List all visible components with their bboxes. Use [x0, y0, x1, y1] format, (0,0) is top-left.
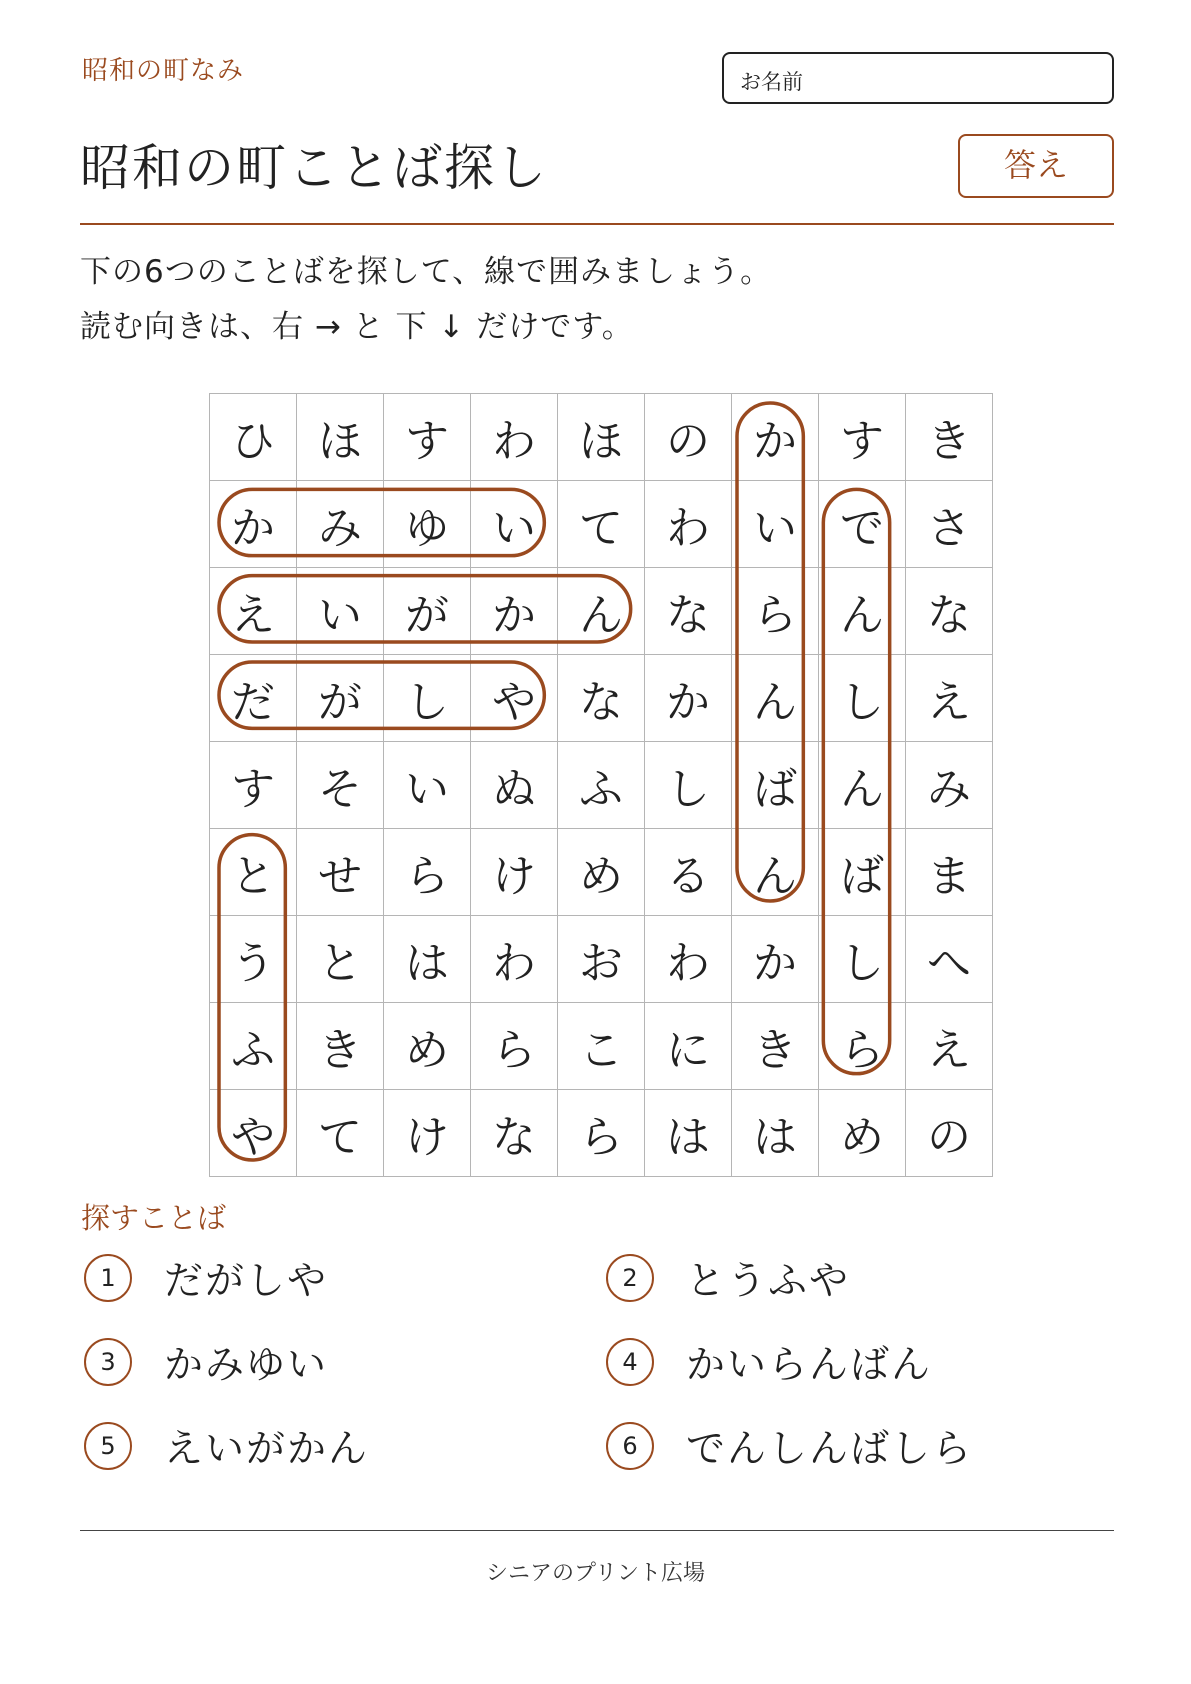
word-number-badge: 1	[84, 1254, 132, 1302]
grid-cell[interactable]: は	[384, 916, 471, 1003]
grid-cell[interactable]: か	[732, 394, 819, 481]
grid-cell[interactable]: い	[471, 481, 558, 568]
grid-cell[interactable]: き	[732, 1003, 819, 1090]
grid-cell[interactable]: ん	[819, 742, 906, 829]
grid-cell[interactable]: す	[210, 742, 297, 829]
grid-cell[interactable]: と	[297, 916, 384, 1003]
grid-cell[interactable]: ほ	[558, 394, 645, 481]
grid-cell[interactable]: え	[210, 568, 297, 655]
grid-cell[interactable]: す	[384, 394, 471, 481]
word-item-5	[84, 1418, 369, 1474]
grid-cell[interactable]: ら	[819, 1003, 906, 1090]
word-text: でんしんばしら	[686, 1427, 974, 1472]
grid-row	[210, 394, 993, 481]
grid-cell[interactable]: だ	[210, 655, 297, 742]
grid-cell[interactable]: う	[210, 916, 297, 1003]
grid-cell[interactable]: い	[297, 568, 384, 655]
grid-cell[interactable]: の	[645, 394, 732, 481]
grid-cell[interactable]: ま	[906, 829, 993, 916]
grid-row	[210, 655, 993, 742]
grid-cell[interactable]: し	[819, 916, 906, 1003]
grid-cell[interactable]: こ	[558, 1003, 645, 1090]
grid-cell[interactable]: や	[471, 655, 558, 742]
name-field[interactable]	[722, 52, 1114, 104]
grid-cell[interactable]: か	[645, 655, 732, 742]
grid-row	[210, 916, 993, 1003]
word-text: かみゆい	[164, 1343, 329, 1388]
grid-cell[interactable]: お	[558, 916, 645, 1003]
grid-cell[interactable]: わ	[645, 481, 732, 568]
grid-cell[interactable]: し	[384, 655, 471, 742]
word-item-6	[606, 1418, 973, 1474]
word-text: えいがかん	[164, 1427, 370, 1472]
grid-cell[interactable]: る	[645, 829, 732, 916]
grid-cell[interactable]: ら	[471, 1003, 558, 1090]
word-item-2	[606, 1250, 850, 1306]
page-title: 昭和の町ことば探し	[80, 139, 548, 197]
grid-cell[interactable]: す	[819, 394, 906, 481]
grid-cell[interactable]: な	[645, 568, 732, 655]
grid-cell[interactable]: ら	[732, 568, 819, 655]
word-number-badge: 6	[606, 1422, 654, 1470]
grid-cell[interactable]: し	[645, 742, 732, 829]
grid-cell[interactable]: わ	[471, 394, 558, 481]
grid-cell[interactable]: か	[210, 481, 297, 568]
grid-cell[interactable]: は	[732, 1090, 819, 1177]
grid-cell[interactable]: ほ	[297, 394, 384, 481]
grid-cell[interactable]: え	[906, 655, 993, 742]
grid-row	[210, 568, 993, 655]
word-number-badge: 5	[84, 1422, 132, 1470]
grid-cell[interactable]: め	[558, 829, 645, 916]
word-text: だがしや	[164, 1259, 329, 1304]
grid-table	[209, 393, 993, 1177]
grid-cell[interactable]: へ	[906, 916, 993, 1003]
grid-cell[interactable]: め	[384, 1003, 471, 1090]
grid-row	[210, 829, 993, 916]
series-label: 昭和の町なみ	[82, 56, 245, 86]
grid-cell[interactable]: ら	[384, 829, 471, 916]
grid-cell[interactable]: け	[471, 829, 558, 916]
word-number-badge: 2	[606, 1254, 654, 1302]
grid-cell[interactable]: ひ	[210, 394, 297, 481]
grid-cell[interactable]: や	[210, 1090, 297, 1177]
footer-credit: シニアのプリント広場	[485, 1561, 706, 1586]
grid-cell[interactable]: ぬ	[471, 742, 558, 829]
grid-cell[interactable]: そ	[297, 742, 384, 829]
grid-cell[interactable]: ん	[558, 568, 645, 655]
grid-cell[interactable]: け	[384, 1090, 471, 1177]
grid-cell[interactable]: わ	[645, 916, 732, 1003]
grid-cell[interactable]: ん	[732, 655, 819, 742]
grid-cell[interactable]: ん	[819, 568, 906, 655]
footer-divider	[80, 1530, 1114, 1531]
grid-cell[interactable]: ふ	[558, 742, 645, 829]
word-item-1	[84, 1250, 328, 1306]
grid-cell[interactable]: き	[297, 1003, 384, 1090]
grid-cell[interactable]: ば	[819, 829, 906, 916]
answer-badge: 答え	[958, 134, 1114, 198]
word-text: かいらんばん	[686, 1343, 933, 1388]
grid-cell[interactable]: し	[819, 655, 906, 742]
grid-cell[interactable]: み	[906, 742, 993, 829]
word-item-4	[606, 1334, 932, 1390]
grid-cell[interactable]: と	[210, 829, 297, 916]
grid-cell[interactable]: せ	[297, 829, 384, 916]
grid-cell[interactable]: が	[384, 568, 471, 655]
grid-cell[interactable]: て	[297, 1090, 384, 1177]
grid-cell[interactable]: さ	[906, 481, 993, 568]
word-number-badge: 4	[606, 1338, 654, 1386]
grid-cell[interactable]: ふ	[210, 1003, 297, 1090]
grid-cell[interactable]: な	[906, 568, 993, 655]
grid-cell[interactable]: い	[384, 742, 471, 829]
grid-cell[interactable]: か	[471, 568, 558, 655]
grid-cell[interactable]: な	[471, 1090, 558, 1177]
grid-cell[interactable]: か	[732, 916, 819, 1003]
grid-cell[interactable]: が	[297, 655, 384, 742]
grid-row	[210, 742, 993, 829]
grid-cell[interactable]: で	[819, 481, 906, 568]
grid-cell[interactable]: ら	[558, 1090, 645, 1177]
grid-cell[interactable]: き	[906, 394, 993, 481]
grid-cell[interactable]: め	[819, 1090, 906, 1177]
grid-cell[interactable]: ば	[732, 742, 819, 829]
grid-cell[interactable]: に	[645, 1003, 732, 1090]
instruction-line-2: 読む向きは、右 → と 下 ↓ だけです。	[80, 309, 634, 345]
instruction-line-1: 下の6つのことばを探して、線で囲みましょう。	[80, 254, 773, 290]
grid-cell[interactable]: の	[906, 1090, 993, 1177]
grid-cell[interactable]: み	[297, 481, 384, 568]
grid-cell[interactable]: は	[645, 1090, 732, 1177]
word-number-badge: 3	[84, 1338, 132, 1386]
header-divider	[80, 223, 1114, 225]
grid-cell[interactable]: え	[906, 1003, 993, 1090]
word-item-3	[84, 1334, 328, 1390]
grid-cell[interactable]: ゆ	[384, 481, 471, 568]
name-field-label: お名前	[740, 70, 803, 94]
words-heading: 探すことば	[81, 1201, 227, 1235]
word-text: とうふや	[686, 1259, 851, 1304]
grid-cell[interactable]: わ	[471, 916, 558, 1003]
word-search-grid	[209, 393, 986, 1170]
grid-row	[210, 481, 993, 568]
grid-cell[interactable]: ん	[732, 829, 819, 916]
grid-cell[interactable]: な	[558, 655, 645, 742]
grid-cell[interactable]: い	[732, 481, 819, 568]
grid-row	[210, 1090, 993, 1177]
grid-cell[interactable]: て	[558, 481, 645, 568]
grid-row	[210, 1003, 993, 1090]
